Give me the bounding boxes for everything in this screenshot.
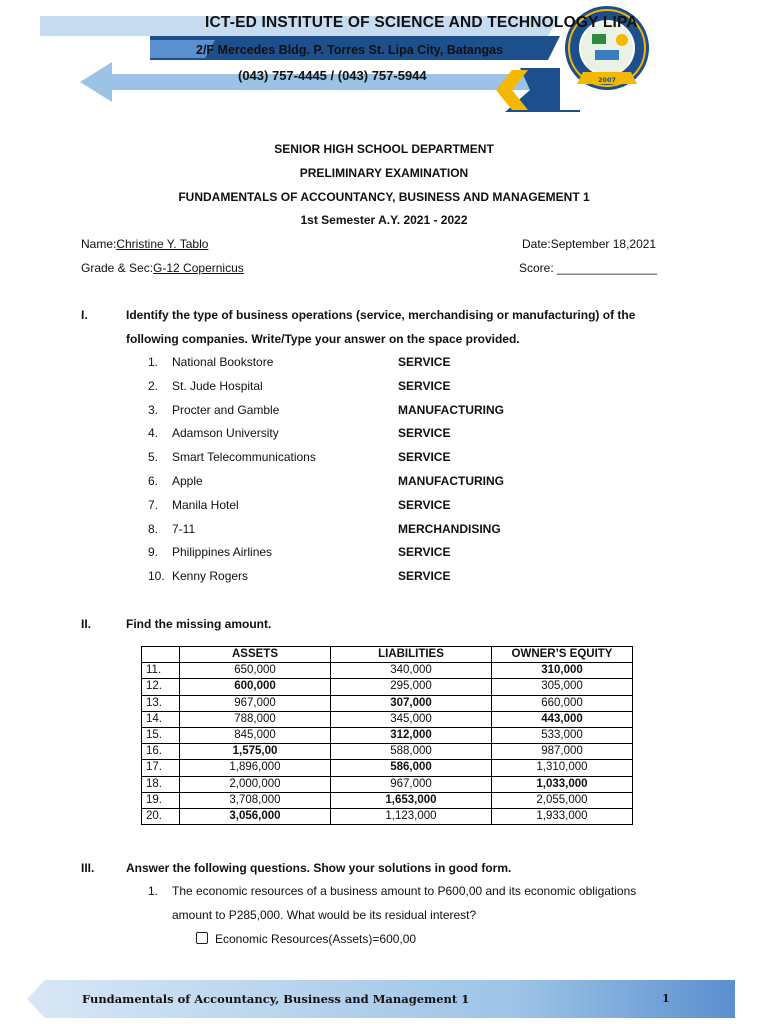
section-2-numeral: II.: [81, 617, 92, 631]
svg-text:2007: 2007: [597, 76, 617, 84]
equity-cell: 1,310,000: [492, 760, 633, 776]
list-item: 9.: [148, 545, 159, 560]
list-item: 2.: [148, 378, 159, 393]
business-type-answer: SERVICE: [398, 426, 451, 441]
institute-address: 2/F Mercedes Bldg. P. Torres St. Lipa City, Batangas: [196, 43, 504, 57]
equity-cell: 443,000: [492, 711, 633, 727]
company-name: Philippines Airlines: [172, 545, 273, 560]
section-2-instruction: Find the missing amount.: [126, 617, 272, 631]
section-1-numeral: I.: [81, 308, 88, 322]
equity-header: OWNER’S EQUITY: [492, 647, 633, 663]
row-number: 17.: [142, 760, 180, 776]
list-item: 1.: [148, 355, 159, 369]
business-type-answer: MANUFACTURING: [398, 474, 504, 488]
institute-phone: (043) 757-4445 / (043) 757-5944: [238, 68, 427, 83]
liabilities-cell: 1,653,000: [331, 792, 492, 808]
assets-cell: 3,708,000: [180, 792, 331, 808]
section-3-instruction: Answer the following questions. Show your solutions in good form.: [126, 861, 512, 875]
row-number: 16.: [142, 744, 180, 760]
list-item: 8.: [148, 521, 159, 536]
question-1-line-2: amount to P285,000. What would be its residual interest?: [172, 908, 477, 922]
equity-cell: 987,000: [492, 744, 633, 760]
row-number: 12.: [142, 679, 180, 695]
score-line: Score: _______________: [519, 261, 658, 275]
question-1-line-1: The economic resources of a business amount to P600,00 and its economic obligations: [172, 884, 637, 898]
table-row: [142, 663, 633, 679]
company-name: Smart Telecommunications: [172, 450, 316, 465]
name-line: Name:Christine Y. Tablo: [81, 237, 209, 251]
table-header-row: [142, 647, 633, 663]
equity-cell: 305,000: [492, 679, 633, 695]
table-row: [142, 792, 633, 808]
row-number: 14.: [142, 711, 180, 727]
list-item: 3.: [148, 402, 159, 417]
liabilities-cell: 586,000: [331, 760, 492, 776]
table-row: [142, 744, 633, 760]
assets-cell: 845,000: [180, 727, 331, 743]
section-1-instruction-1: Identify the type of business operations (service, merchandising or manufacturing) of the: [126, 308, 636, 322]
company-name: Kenny Rogers: [172, 569, 249, 584]
assets-cell: 967,000: [180, 695, 331, 711]
row-number: 13.: [142, 695, 180, 711]
company-name: St. Jude Hospital: [172, 378, 263, 393]
liabilities-cell: 312,000: [331, 727, 492, 743]
liabilities-cell: 967,000: [331, 776, 492, 792]
company-name: Procter and Gamble: [172, 402, 280, 417]
list-item: 10.: [148, 569, 165, 584]
list-item: 4.: [148, 426, 159, 441]
liabilities-cell: 588,000: [331, 744, 492, 760]
grade-line: Grade & Sec:G-12 Copernicus: [81, 261, 244, 275]
business-type-answer: SERVICE: [398, 569, 451, 584]
liabilities-cell: 340,000: [331, 663, 492, 679]
section-3-numeral: III.: [81, 861, 95, 875]
company-name: National Bookstore: [172, 355, 274, 369]
table-row: [142, 727, 633, 743]
business-type-answer: SERVICE: [398, 545, 451, 560]
equity-cell: 310,000: [492, 663, 633, 679]
row-number: 20.: [142, 808, 180, 824]
list-item: 6.: [148, 474, 159, 488]
page-number: 1: [662, 992, 670, 1005]
equity-cell: 1,933,000: [492, 808, 633, 824]
company-name: 7-11: [172, 521, 196, 536]
business-type-answer: MANUFACTURING: [398, 402, 504, 417]
assets-cell: 650,000: [180, 663, 331, 679]
footer-title: Fundamentals of Accountancy, Business and Management 1: [82, 992, 470, 1006]
business-type-answer: SERVICE: [398, 450, 451, 465]
subject-title: FUNDAMENTALS OF ACCOUNTANCY, BUSINESS AND MANAGEMENT 1: [178, 190, 590, 204]
company-name: Adamson University: [172, 426, 279, 441]
grade-section: G-12 Copernicus: [153, 261, 244, 275]
business-type-answer: SERVICE: [398, 378, 451, 393]
equity-cell: 2,055,000: [492, 792, 633, 808]
question-1-answer: Economic Resources(Assets)=600,00: [196, 932, 416, 946]
liabilities-cell: 307,000: [331, 695, 492, 711]
equity-cell: 660,000: [492, 695, 633, 711]
row-number: 15.: [142, 727, 180, 743]
exam-title: PRELIMINARY EXAMINATION: [299, 166, 469, 180]
table-row: [142, 776, 633, 792]
row-number: 19.: [142, 792, 180, 808]
assets-cell: 788,000: [180, 711, 331, 727]
row-number: 18.: [142, 776, 180, 792]
row-number: 11.: [142, 663, 180, 679]
student-name: Christine Y. Tablo: [116, 237, 209, 251]
table-row: [142, 695, 633, 711]
liabilities-header: LIABILITIES: [331, 647, 492, 663]
assets-cell: 600,000: [180, 679, 331, 695]
exam-date: September 18,2021: [550, 237, 657, 251]
company-name: Apple: [172, 474, 203, 488]
assets-cell: 2,000,000: [180, 776, 331, 792]
table-row: [142, 679, 633, 695]
list-item: 5.: [148, 450, 159, 465]
assets-header: ASSETS: [180, 647, 331, 663]
semester-title: 1st Semester A.Y. 2021 - 2022: [300, 213, 468, 227]
assets-cell: 3,056,000: [180, 808, 331, 824]
liabilities-cell: 1,123,000: [331, 808, 492, 824]
assets-cell: 1,575,00: [180, 744, 331, 760]
table-row: [142, 760, 633, 776]
missing-amount-table: [141, 646, 633, 825]
date-line: Date:September 18,2021: [522, 237, 657, 251]
list-item: 7.: [148, 497, 159, 512]
section-1-instruction-2: following companies. Write/Type your answer on the space provided.: [126, 332, 520, 346]
business-type-answer: SERVICE: [398, 355, 451, 369]
table-row: [142, 711, 633, 727]
liabilities-cell: 295,000: [331, 679, 492, 695]
business-type-answer: MERCHANDISING: [398, 521, 501, 536]
department-title: SENIOR HIGH SCHOOL DEPARTMENT: [274, 142, 494, 156]
question-1-number: 1.: [148, 884, 159, 898]
business-type-answer: SERVICE: [398, 497, 451, 512]
liabilities-cell: 345,000: [331, 711, 492, 727]
equity-cell: 533,000: [492, 727, 633, 743]
table-row: [142, 808, 633, 824]
company-name: Manila Hotel: [172, 497, 239, 512]
equity-cell: 1,033,000: [492, 776, 633, 792]
checkbox-icon: [196, 932, 208, 944]
institute-name: ICT-ED INSTITUTE OF SCIENCE AND TECHNOLOGY LIPA: [205, 14, 638, 31]
assets-cell: 1,896,000: [180, 760, 331, 776]
